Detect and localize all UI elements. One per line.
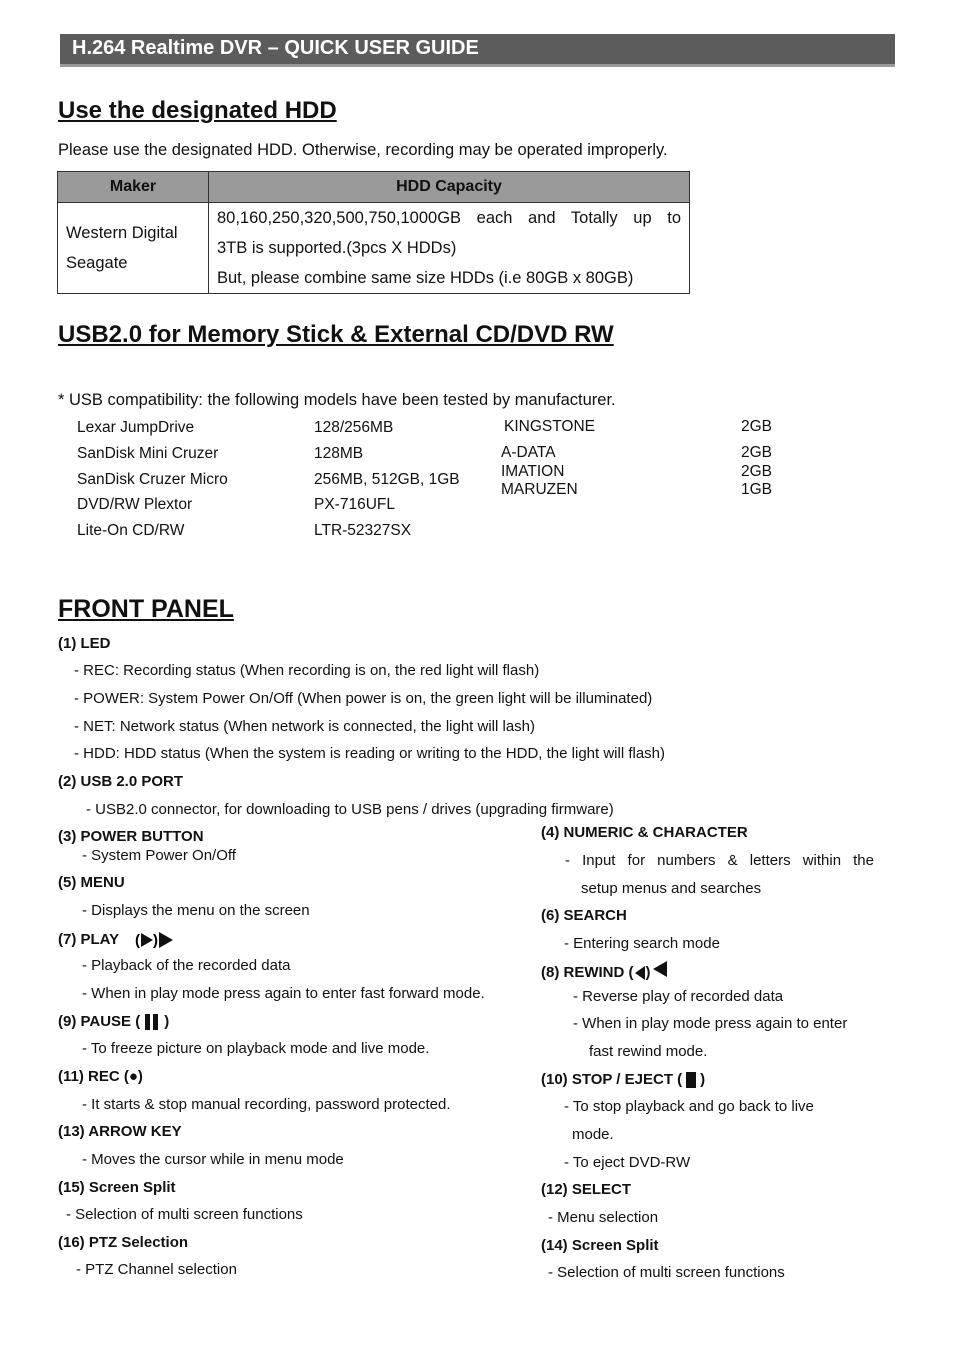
usb-model-name: SanDisk Mini Cruzer	[77, 445, 219, 462]
rec-item: - It starts & stop manual recording, password protected.	[82, 1096, 451, 1113]
usb-model-size: 2GB	[741, 463, 773, 480]
led-item-rec: - REC: Recording status (When recording is on, the red light will flash)	[74, 662, 540, 679]
usb-model-size: LTR-52327SX	[314, 522, 412, 539]
col-capacity: HDD Capacity	[209, 172, 690, 203]
screen-split-14-item: - Selection of multi screen functions	[548, 1264, 785, 1281]
rewind-title-close: )	[645, 964, 651, 981]
stop-icon	[684, 1071, 698, 1089]
stop-eject-item-1: - To stop playback and go back to live	[564, 1098, 814, 1115]
numeric-title: (4) NUMERIC & CHARACTER	[541, 824, 748, 841]
col-maker: Maker	[58, 172, 209, 203]
capacity-line-2: 3TB is supported.(3pcs X HDDs)	[217, 239, 457, 257]
pause-item: - To freeze picture on playback mode and live mode.	[82, 1040, 430, 1057]
led-item-power: - POWER: System Power On/Off (When power is on, the green light will be illuminated)	[74, 690, 653, 707]
arrow-key-title: (13) ARROW KEY	[58, 1123, 182, 1140]
pause-icon	[142, 1013, 162, 1031]
pause-title-close: )	[164, 1013, 170, 1030]
usb-port-title: (2) USB 2.0 PORT	[58, 773, 184, 790]
menu-item: - Displays the menu on the screen	[82, 902, 310, 919]
guide-header-bar	[60, 34, 895, 67]
svg-text:): )	[153, 932, 159, 949]
usb-model-name: SanDisk Cruzer Micro	[77, 471, 228, 488]
usb-model-size: 2GB	[741, 444, 773, 461]
hdd-table-header	[58, 172, 690, 203]
stop-eject-item-2: mode.	[572, 1126, 614, 1143]
table-row	[58, 203, 690, 294]
numeric-item-1: - Input for numbers & letters within the	[565, 852, 874, 869]
hdd-table	[57, 171, 690, 294]
play-item-1: - Playback of the recorded data	[82, 957, 291, 974]
screen-split-14-title: (14) Screen Split	[541, 1237, 659, 1254]
usb-model-name: MARUZEN	[501, 481, 578, 498]
rewind-item-3: fast rewind mode.	[589, 1043, 708, 1060]
select-item: - Menu selection	[548, 1209, 659, 1226]
usb-model-size: 128/256MB	[314, 419, 394, 436]
usb-note: * USB compatibility: the following models have been tested by manufacturer.	[58, 391, 616, 409]
led-item-net: - NET: Network status (When network is connected, the light will lash)	[74, 718, 536, 735]
screen-split-15-title: (15) Screen Split	[58, 1179, 176, 1196]
search-item: - Entering search mode	[564, 935, 720, 952]
play-title	[58, 930, 181, 950]
usb-model-size: 2GB	[741, 418, 773, 435]
select-title: (12) SELECT	[541, 1181, 632, 1198]
guide-title: H.264 Realtime DVR – QUICK USER GUIDE	[72, 37, 479, 59]
led-title: (1) LED	[58, 635, 111, 652]
pause-title-text: (9) PAUSE (	[58, 1013, 141, 1030]
arrow-key-item: - Moves the cursor while in menu mode	[82, 1151, 344, 1168]
stop-eject-item-3: - To eject DVD-RW	[564, 1154, 691, 1171]
capacity-cell	[209, 203, 690, 294]
maker-seagate: Seagate	[66, 254, 128, 272]
usb-model-size: 1GB	[741, 481, 773, 498]
usb-model-name: DVD/RW Plextor	[77, 496, 193, 513]
usb-model-size: 128MB	[314, 445, 364, 462]
usb-model-name: IMATION	[501, 463, 565, 480]
rewind-title	[541, 964, 669, 981]
usb-heading: USB2.0 for Memory Stick & External CD/DVD RW	[58, 321, 614, 348]
usb-model-name: A-DATA	[501, 444, 556, 461]
led-item-hdd: - HDD: HDD status (When the system is reading or writing to the HDD, the light will flash)	[74, 745, 666, 762]
maker-cell	[58, 203, 209, 294]
rewind-icon	[634, 965, 646, 981]
usb-model-size: 256MB, 512GB, 1GB	[314, 471, 460, 488]
usb-model-size: PX-716UFL	[314, 496, 395, 513]
usb-model-name: Lite-On CD/RW	[77, 522, 185, 539]
pause-title	[58, 1013, 169, 1031]
search-title: (6) SEARCH	[541, 907, 627, 924]
usb-port-item: - USB2.0 connector, for downloading to USB pens / drives (upgrading firmware)	[86, 801, 614, 818]
hdd-intro: Please use the designated HDD. Otherwise, recording may be operated improperly.	[58, 141, 668, 159]
maker-wd: Western Digital	[66, 224, 178, 242]
play-title-text: (7) PLAY	[58, 930, 119, 948]
stop-eject-title-text: (10) STOP / EJECT (	[541, 1071, 683, 1088]
power-button-title: (3) POWER BUTTON	[58, 828, 204, 845]
ptz-item: - PTZ Channel selection	[76, 1261, 237, 1278]
stop-eject-title	[541, 1071, 705, 1089]
rec-title: (11) REC (●)	[58, 1068, 143, 1085]
usb-model-name: KINGSTONE	[504, 418, 596, 435]
capacity-line-1: 80,160,250,320,500,750,1000GB each and Totally up to	[217, 209, 681, 227]
rewind-item-1: - Reverse play of recorded data	[573, 988, 784, 1005]
rewind-fast-icon	[651, 960, 669, 980]
numeric-item-2: setup menus and searches	[581, 880, 762, 897]
screen-split-15-item: - Selection of multi screen functions	[66, 1206, 303, 1223]
ptz-title: (16) PTZ Selection	[58, 1234, 189, 1251]
play-icon	[135, 930, 181, 950]
menu-title: (5) MENU	[58, 874, 125, 891]
play-item-2: - When in play mode press again to enter fast forward mode.	[82, 985, 485, 1002]
rewind-item-2: - When in play mode press again to enter	[573, 1015, 848, 1032]
front-panel-heading: FRONT PANEL	[58, 595, 234, 623]
hdd-heading: Use the designated HDD	[58, 97, 337, 124]
stop-eject-title-close: )	[700, 1071, 706, 1088]
capacity-line-3: But, please combine same size HDDs (i.e 80GB x 80GB)	[217, 269, 634, 287]
usb-model-name: Lexar JumpDrive	[77, 419, 195, 436]
svg-text:(: (	[135, 932, 141, 949]
rewind-title-text: (8) REWIND (	[541, 964, 634, 981]
power-button-item: - System Power On/Off	[82, 847, 236, 864]
